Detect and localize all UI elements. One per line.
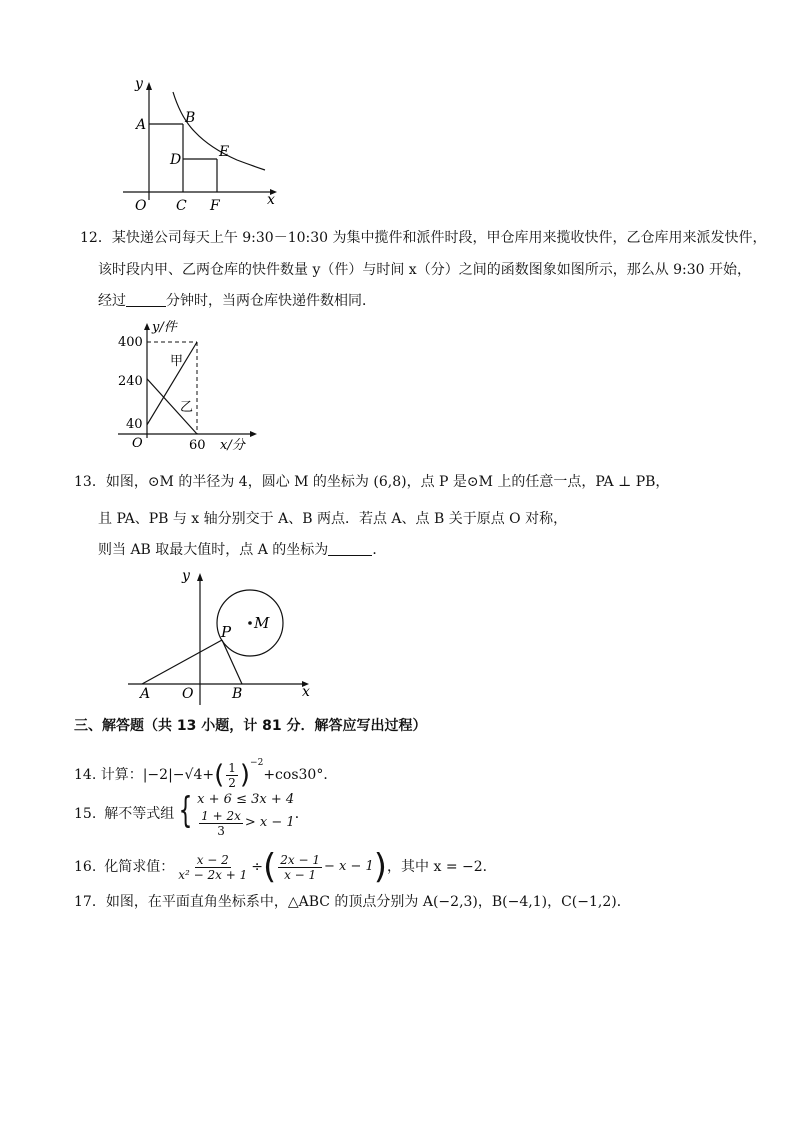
tick-400: 400 — [118, 335, 143, 350]
q14-prefix: 计算： — [100, 767, 143, 783]
q12-line1 — [80, 228, 767, 248]
x-axis-label: x/分 — [220, 438, 245, 453]
q14-fraction — [226, 761, 238, 790]
label-o: O — [182, 686, 194, 702]
y-axis-arrow — [146, 82, 152, 90]
q13-line1 — [74, 472, 669, 492]
q13-text1: ．如图，⊙M 的半径为 4，圆心 M 的坐标为 (6,8)，点 P 是⊙M 上的任意一点，PA ⊥ PB， — [91, 474, 670, 490]
q13-line2: 且 PA、PB 与 x 轴分别交于 A、B 两点．若点 A、点 B 关于原点 O 对称， — [98, 511, 568, 527]
q15-suffix: ． — [294, 806, 309, 822]
label-y: y — [135, 76, 143, 92]
figure-q13-circle — [120, 565, 320, 705]
paren-left-icon: ( — [214, 760, 225, 790]
q15 — [74, 787, 309, 841]
q14-frac-den: 2 — [228, 775, 236, 790]
q15-rows — [197, 791, 295, 838]
q12-line2: 该时段内甲、乙两仓库的快件数量 y（件）与时间 x（分）之间的函数图象如图所示，那么从 9:30 开始， — [98, 262, 752, 278]
q14-number: 14. — [74, 767, 97, 783]
segment-pb — [222, 640, 242, 684]
q16-f1-num: x − 2 — [196, 852, 229, 867]
q15-fraction — [199, 809, 243, 838]
q15-row1: x + 6 ≤ 3x + 4 — [197, 791, 295, 807]
q14-expr2: +cos30°． — [263, 767, 338, 783]
label-y: y — [182, 568, 190, 584]
q13-text3a: 则当 AB 取最大值时，点 A 的坐标为 — [98, 542, 329, 558]
brace-icon: { — [178, 789, 193, 831]
series-label-jia: 甲 — [170, 354, 184, 369]
q12-text3a: 经过 — [98, 293, 126, 309]
segment-pa — [142, 640, 222, 684]
label-p: P — [221, 623, 232, 641]
q12-answer-blank[interactable] — [126, 292, 166, 307]
q15-system — [174, 791, 294, 838]
section-3-heading: 三、解答题（共 13 小题，计 81 分．解答应写出过程） — [74, 718, 427, 734]
q14-exponent: −2 — [250, 758, 264, 768]
label-o: O — [135, 198, 147, 214]
q16-f2-den: x − 1 — [284, 867, 317, 882]
q12-number: 12 — [80, 230, 98, 246]
q13-number: 13 — [74, 474, 92, 490]
label-x: x — [302, 684, 310, 700]
q17 — [74, 892, 631, 912]
q12-line3 — [98, 291, 376, 311]
q16-prefix: 化简求值： — [104, 859, 175, 875]
q13-answer-blank[interactable] — [328, 541, 372, 556]
paren-right-icon: ) — [373, 847, 388, 887]
label-b: B — [232, 686, 243, 702]
paren-left-icon: ( — [262, 847, 277, 887]
q13-line3 — [98, 540, 386, 560]
q15-row2 — [197, 809, 295, 838]
label-x: x — [267, 192, 275, 208]
q17-number: 17 — [74, 894, 92, 910]
figure-q11-inverse-function — [115, 70, 285, 215]
paren-right-icon: ) — [239, 760, 251, 790]
x-axis-arrow — [250, 431, 257, 437]
y-axis-label: y/件 — [152, 320, 177, 335]
label-c: C — [176, 198, 187, 214]
q13-text3b: ． — [372, 542, 387, 558]
q16-fraction1 — [176, 853, 249, 882]
label-d: D — [170, 152, 182, 168]
q15-number: 15. — [74, 806, 97, 822]
q16-suffix: ，其中 x = −2． — [387, 859, 497, 875]
figure-q12-chart — [110, 318, 260, 455]
q16-number: 16. — [74, 859, 97, 875]
q16-rest: − x − 1 — [323, 859, 374, 874]
series-label-yi: 乙 — [180, 400, 194, 415]
label-e: E — [219, 144, 230, 160]
y-axis-arrow — [144, 323, 150, 330]
tick-60: 60 — [189, 438, 206, 453]
tick-40: 40 — [126, 417, 143, 432]
label-a: A — [136, 117, 147, 133]
q14-expr1: |−2|−√4+ — [142, 767, 215, 783]
q16 — [74, 848, 497, 886]
label-a: A — [140, 686, 151, 702]
q14-frac-num: 1 — [228, 760, 236, 775]
origin-label: O — [132, 436, 143, 451]
q15-row2-rest: > x − 1 — [244, 815, 295, 830]
q15-frac-num: 1 + 2x — [201, 808, 241, 823]
label-f: F — [210, 198, 220, 214]
label-b: B — [185, 110, 196, 126]
q16-div: ÷ — [251, 859, 263, 875]
q16-f2-num: 2x − 1 — [280, 852, 320, 867]
center-m-dot — [248, 621, 252, 625]
y-axis-arrow — [197, 573, 203, 581]
tick-240: 240 — [118, 374, 143, 389]
q17-text: ．如图，在平面直角坐标系中，△ABC 的顶点分别为 A(−2,3)，B(−4,1)，C(−1,2)． — [91, 894, 631, 910]
q12-text3b: 分钟时，当两仓库快递件数相同． — [166, 293, 376, 309]
label-m: M — [254, 614, 270, 632]
q15-prefix: 解不等式组 — [104, 806, 175, 822]
q15-frac-den: 3 — [217, 823, 225, 838]
q16-fraction2 — [278, 853, 322, 882]
q16-f1-den: x² − 2x + 1 — [178, 867, 248, 882]
q12-text1: ．某快递公司每天上午 9:30－10:30 为集中揽件和派件时段，甲仓库用来揽收快件，乙仓库用来派发快件， — [97, 230, 767, 246]
q14 — [74, 748, 337, 790]
